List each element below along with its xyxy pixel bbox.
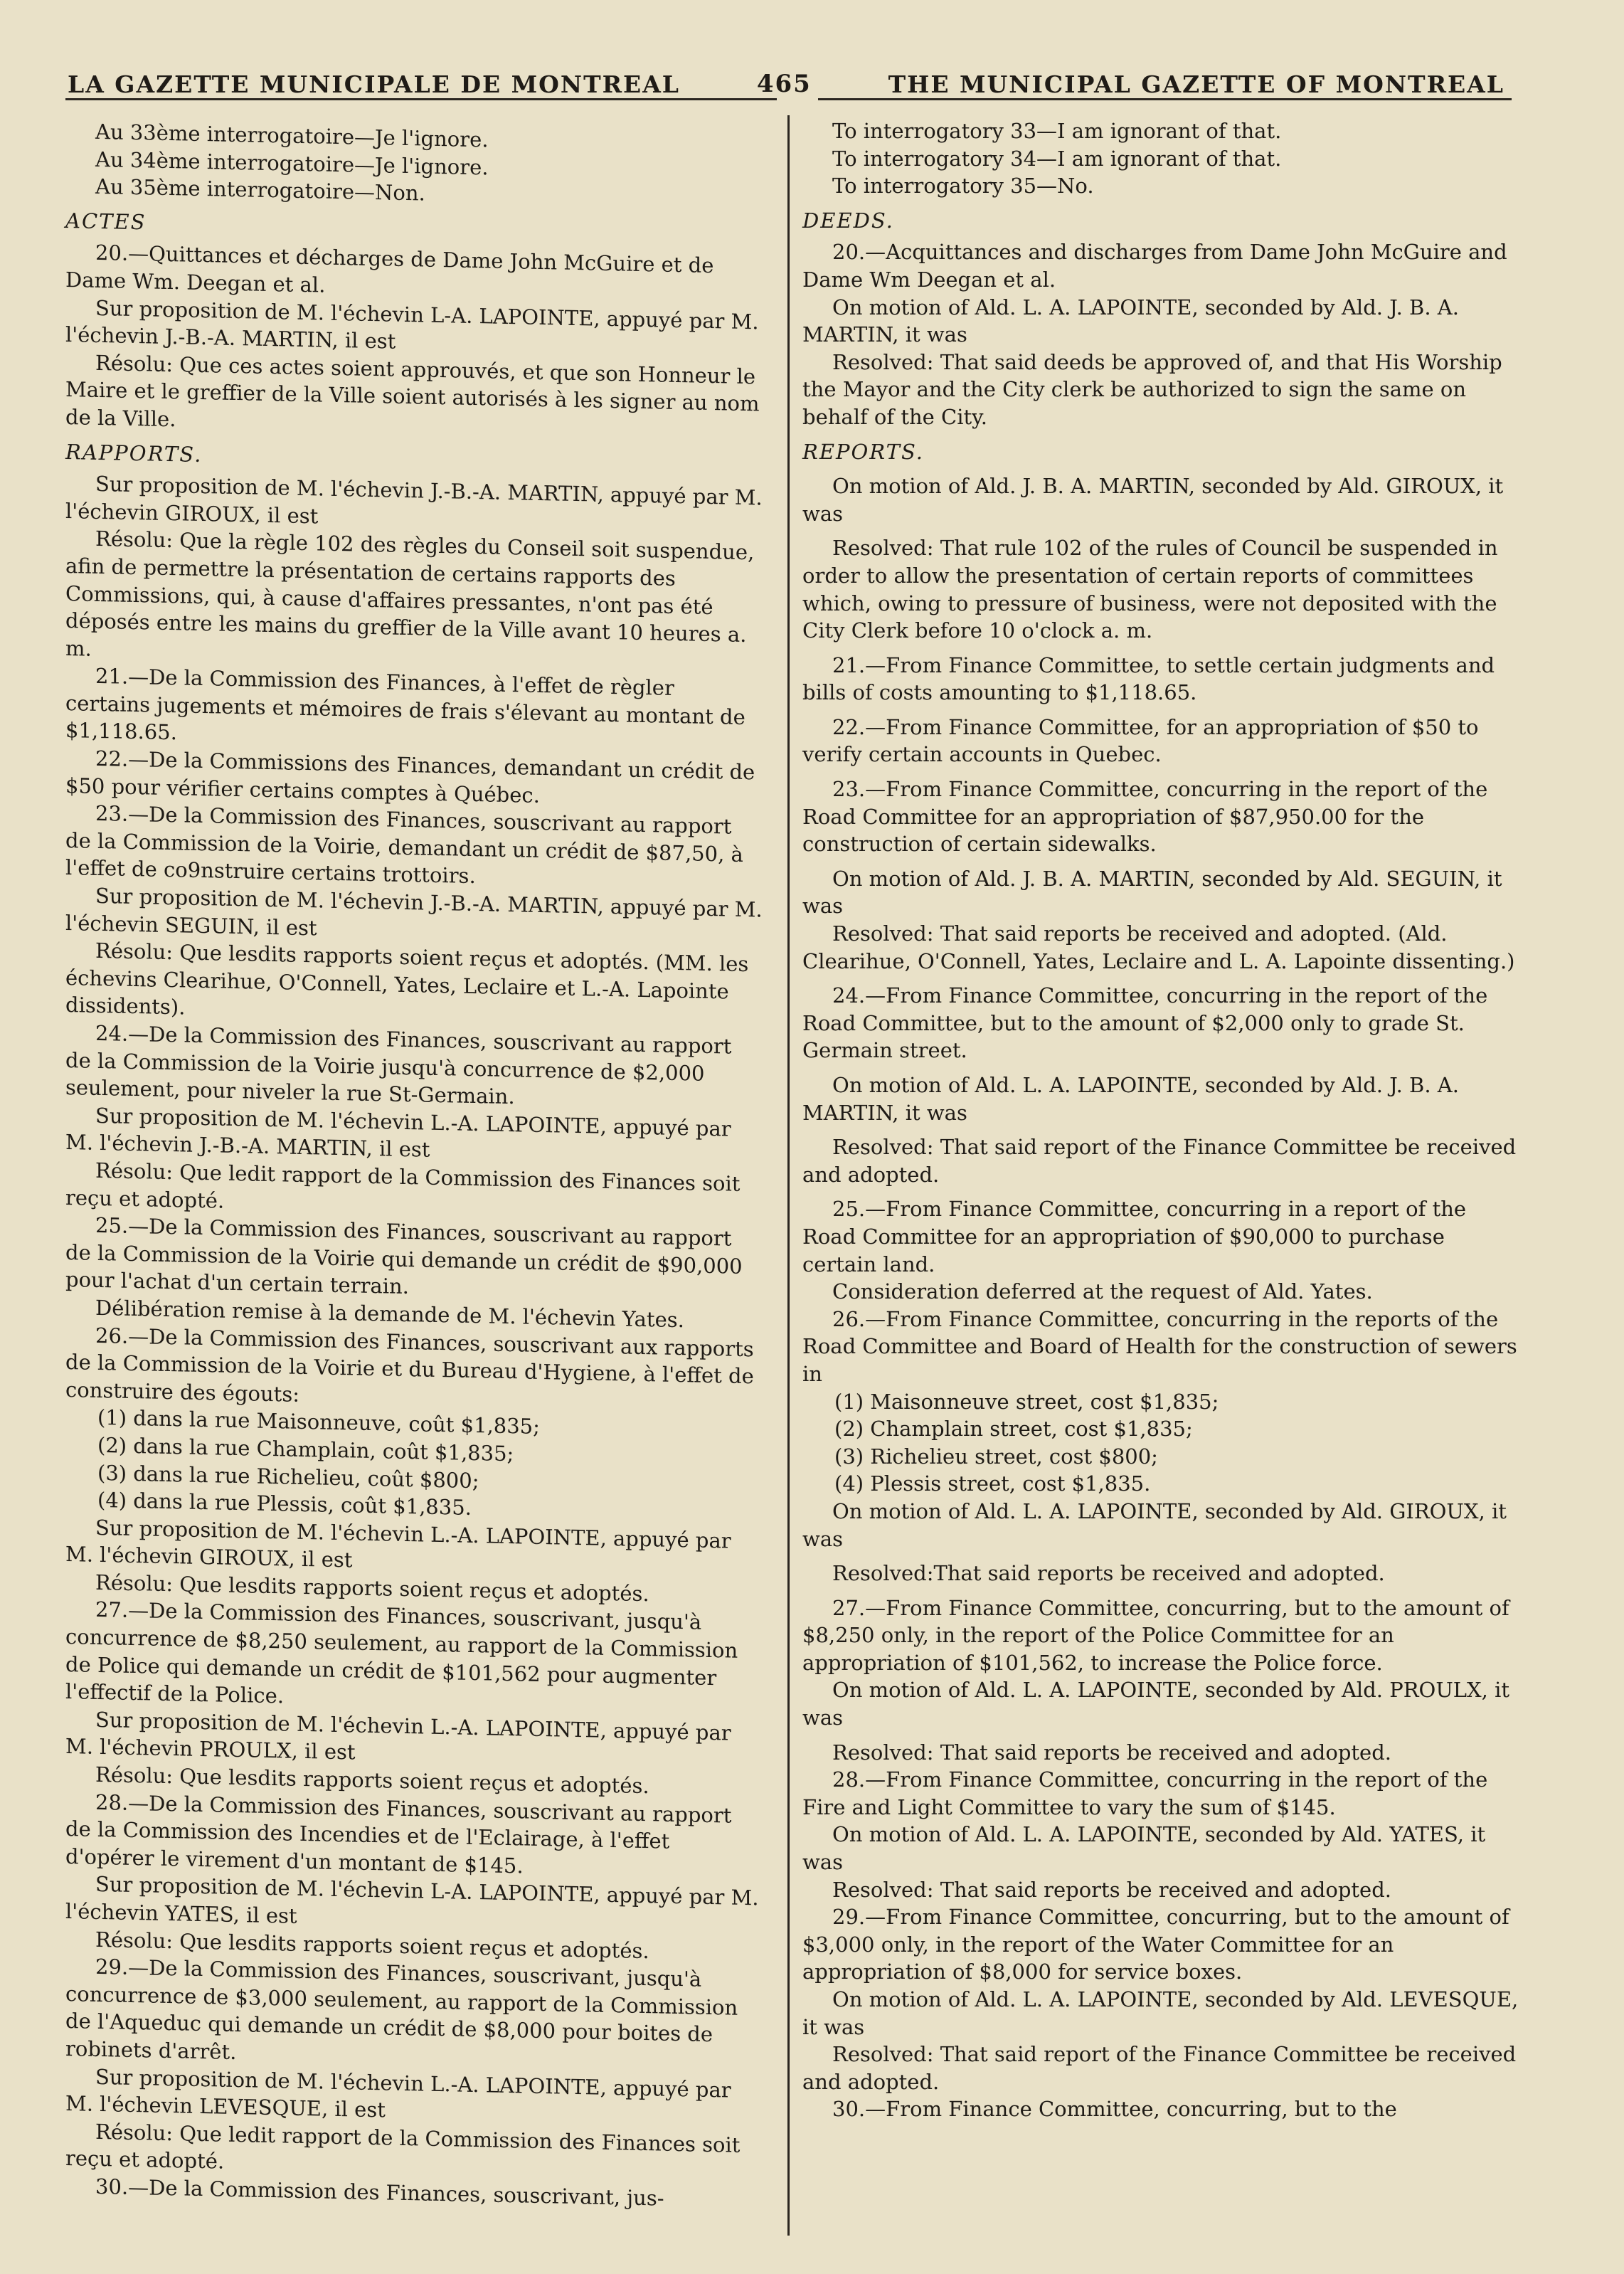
french-item-28: 28.—De la Commission des Finances, souscrivant au rapport de la Commission des Incendies et de l'Eclairage, à l'effet d'opérer le virement d'un montant de $145. [65,1789,732,1878]
english-motion: On motion of Ald. L. A. LAPOINTE, seconded by Ald. YATES, it was [802,1822,1486,1875]
english-resolution: Resolved: That rule 102 of the rules of Council be suspended in order to allow the presentation of certain reports of committees which, owing to pressure of business, were not deposited with the City Clerk before 10 o'clock a. m. [802,536,1498,643]
english-sewer-item: (2) Champlain street, cost $1,835; [834,1417,1193,1442]
header-rule-left [65,98,777,100]
english-item-21: 21.—From Finance Committee, to settle certain judgments and bills of costs amounting to $1,118.65. [802,652,1495,705]
french-item-30: 30.—De la Commission des Finances, souscrivant, jus- [95,2174,664,2211]
english-item-29: 29.—From Finance Committee, concurring, but to the amount of $3,000 only, in the report of the Water Committee for an appropriation of $8,000 for service boxes. [802,1905,1509,1984]
french-deferral: Délibération remise à la demande de M. l'échevin Yates. [95,1295,684,1333]
english-motion: On motion of Ald. J. B. A. MARTIN, seconded by Ald. SEGUIN, it was [802,866,1502,919]
french-motion: Sur proposition de M. l'échevin L-A. LAPOINTE, appuyé par M. l'échevin J.-B.-A. MARTIN, il est [65,295,759,354]
french-motion: Sur proposition de M. l'échevin L.-A. LAPOINTE, appuyé par M. l'échevin GIROUX, il est [65,1515,731,1572]
english-motion: On motion of Ald. L. A. LAPOINTE, seconded by Ald. J. B. A. MARTIN, it was [802,295,1459,347]
english-motion: On motion of Ald. L. A. LAPOINTE, seconded by Ald. LEVESQUE, it was [802,1987,1519,2039]
english-column [802,117,1522,2123]
english-item-26: 26.—From Finance Committee, concurring in the reports of the Road Committee and Board of Health for the construction of sewers in [802,1306,1517,1386]
english-item-30: 30.—From Finance Committee, concurring, but to the [832,2097,1397,2122]
english-motion: On motion of Ald. L. A. LAPOINTE, seconded by Ald. J. B. A. MARTIN, it was [802,1073,1459,1125]
french-resolution: Résolu: Que la règle 102 des règles du Conseil soit suspendue, afin de permettre la présentation de certains rapports des Commissions, qui, à cause d'affaires pressantes, n'ont pas été déposés entre les mains du greffier de la Ville avant 10 heures a. m. [65,527,755,661]
english-sewer-item: (4) Plessis street, cost $1,835. [834,1471,1151,1496]
header-english-title: THE MUNICIPAL GAZETTE OF MONTREAL [888,70,1504,98]
french-motion: Sur proposition de M. l'échevin L.-A. LAPOINTE, appuyé par M. l'échevin LEVESQUE, il est [65,2064,731,2122]
french-line: Au 34ème interrogatoire—Je l'ignore. [95,147,489,180]
french-motion: Sur proposition de M. l'échevin L.-A. LAPOINTE, appuyé par M. l'échevin J.-B.-A. MARTIN, il est [65,1103,731,1163]
french-line: Au 35ème interrogatoire—Non. [95,174,425,206]
french-resolution: Résolu: Que ces actes soient approuvés, et que son Honneur le Maire et le greffier de la Ville soient autorisés à les signer au nom de la Ville. [65,350,760,432]
french-motion: Sur proposition de M. l'échevin J.-B.-A. MARTIN, appuyé par M. l'échevin GIROUX, il est [65,472,763,529]
english-resolution: Resolved: That said reports be received and adopted. [832,1740,1391,1765]
english-line: To interrogatory 33—I am ignorant of that. [832,119,1282,143]
french-item-26: 26.—De la Commission des Finances, souscrivant aux rapports de la Commission de la Voirie et du Bureau d'Hygiene, à l'effet de construire des égouts: [65,1323,754,1407]
english-resolution: Resolved: That said deeds be approved of, and that His Worship the Mayor and the City clerk be authorized to sign the same on behalf of the City. [802,349,1502,429]
english-item-23: 23.—From Finance Committee, concurring in the report of the Road Committee for an appropriation of $87,950.00 for the construction of certain sidewalks. [802,777,1488,857]
french-resolution: Résolu: Que ledit rapport de la Commission des Finances soit reçu et adopté. [65,1158,741,1213]
french-motion: Sur proposition de M. l'échevin L-A. LAPOINTE, appuyé par M. l'échevin YATES, il est [65,1872,759,1928]
french-item-22: 22.—De la Commissions des Finances, demandant un crédit de $50 pour vérifier certains comptes à Québec. [65,746,755,808]
english-resolution: Resolved: That said report of the Finance Committee be received and adopted. [802,2042,1517,2094]
english-item-22: 22.—From Finance Committee, for an appropriation of $50 to verify certain accounts in Quebec. [802,714,1479,767]
english-item-25: 25.—From Finance Committee, concurring in a report of the Road Committee for an appropriation of $90,000 to purchase certain land. [802,1197,1467,1276]
french-line: Au 33ème interrogatoire—Je l'ignore. [95,119,489,152]
section-heading-deeds: DEEDS. [802,208,894,233]
french-sewer-item: (1) dans la rue Maisonneuve, coût $1,835; [97,1405,540,1439]
english-item-20: 20.—Acquittances and discharges from Dame John McGuire and Dame Wm Deegan et al. [802,240,1507,292]
french-resolution: Résolu: Que lesdits rapports soient reçus et adoptés. (MM. les échevins Clearihue, O'Connell, Yates, Leclaire et L.-A. Lapointe dissidents). [65,938,749,1020]
english-item-28: 28.—From Finance Committee, concurring in the report of the Fire and Light Committee to vary the sum of $145. [802,1767,1488,1819]
english-item-27: 27.—From Finance Committee, concurring, but to the amount of $8,250 only, in the report of the Police Committee for an appropriation of $101,562, to increase the Police force. [802,1595,1509,1675]
french-item-21: 21.—De la Commission des Finances, à l'effet de règler certains jugements et mémoires de frais s'élevant au montant de $1,118.65. [65,664,745,745]
french-item-29: 29.—De la Commission des Finances, souscrivant, jusqu'à concurrence de $3,000 seulement, au rapport de la Commission de l'Aqueduc qui demande un crédit de $8,000 pour boites de robinets d'arrêt. [65,1955,738,2065]
french-motion: Sur proposition de M. l'échevin J.-B.-A. MARTIN, appuyé par M. l'échevin SEGUIN, il est [65,883,763,941]
english-resolution: Resolved: That said report of the Finance Committee be received and adopted. [802,1135,1517,1187]
french-item-27: 27.—De la Commission des Finances, souscrivant, jusqu'à concurrence de $8,250 seulement, au rapport de la Commission de Police qui demande un crédit de $101,562 pour augmenter l'effectif de la Police. [65,1597,738,1708]
english-motion: On motion of Ald. L. A. LAPOINTE, seconded by Ald. GIROUX, it was [802,1498,1507,1551]
english-motion: On motion of Ald. J. B. A. MARTIN, seconded by Ald. GIROUX, it was [802,474,1504,526]
english-sewer-item: (1) Maisonneuve street, cost $1,835; [834,1389,1219,1414]
english-resolution: Resolved: That said reports be received and adopted. (Ald. Clearihue, O'Connell, Yates, Leclaire and L. A. Lapointe dissenting.) [802,921,1515,973]
english-deferral: Consideration deferred at the request of Ald. Yates. [832,1279,1373,1304]
french-item-25: 25.—De la Commission des Finances, souscrivant au rapport de la Commission de la Voirie qui demande un crédit de $90,000 pour l'achat d'un certain terrain. [65,1213,743,1299]
section-heading-rapports: RAPPORTS. [65,439,203,467]
english-line: To interrogatory 35—No. [832,174,1094,199]
section-heading-reports: REPORTS. [802,439,925,464]
french-item-24: 24.—De la Commission des Finances, souscrivant au rapport de la Commission de la Voirie jusqu'à concurrence de $2,000 seulement, pour niveler la rue St-Germain. [65,1020,732,1109]
french-resolution: Résolu: Que lesdits rapports soient reçus et adoptés. [95,1762,649,1799]
french-motion: Sur proposition de M. l'échevin L.-A. LAPOINTE, appuyé par M. l'échevin PROULX, il est [65,1707,731,1765]
french-resolution: Résolu: Que ledit rapport de la Commission des Finances soit reçu et adopté. [65,2119,741,2174]
header-french-title: LA GAZETTE MUNICIPALE DE MONTREAL [68,70,681,98]
french-sewer-item: (3) dans la rue Richelieu, coût $800; [97,1460,479,1493]
section-heading-actes: ACTES [65,208,147,235]
page-number: 465 [756,70,812,98]
english-line: To interrogatory 34—I am ignorant of that. [832,146,1282,171]
french-sewer-item: (2) dans la rue Champlain, coût $1,835; [97,1432,514,1466]
french-item-20: 20.—Quittances et décharges de Dame John McGuire et de Dame Wm. Deegan et al. [65,240,714,297]
french-resolution: Résolu: Que lesdits rapports soient reçus et adoptés. [95,1570,649,1607]
english-resolution: Resolved:That said reports be received and adopted. [832,1561,1385,1586]
english-item-24: 24.—From Finance Committee, concurring in the report of the Road Committee, but to the amount of $2,000 only to grade St. Germain street. [802,983,1488,1063]
page-header [68,51,1504,98]
french-item-23: 23.—De la Commission des Finances, souscrivant au rapport de la Commission de la Voirie, demandant un crédit de $87,50, à l'effet de co9nstruire certains trottoirs. [65,801,743,889]
french-column [65,117,763,2214]
english-motion: On motion of Ald. L. A. LAPOINTE, seconded by Ald. PROULX, it was [802,1678,1510,1730]
header-rule-right [818,98,1512,100]
english-sewer-item: (3) Richelieu street, cost $800; [834,1444,1158,1469]
french-resolution: Résolu: Que lesdits rapports soient reçus et adoptés. [95,1927,649,1963]
column-divider [787,115,790,2236]
french-sewer-item: (4) dans la rue Plessis, coût $1,835. [97,1488,472,1521]
english-resolution: Resolved: That said reports be received and adopted. [832,1877,1391,1902]
